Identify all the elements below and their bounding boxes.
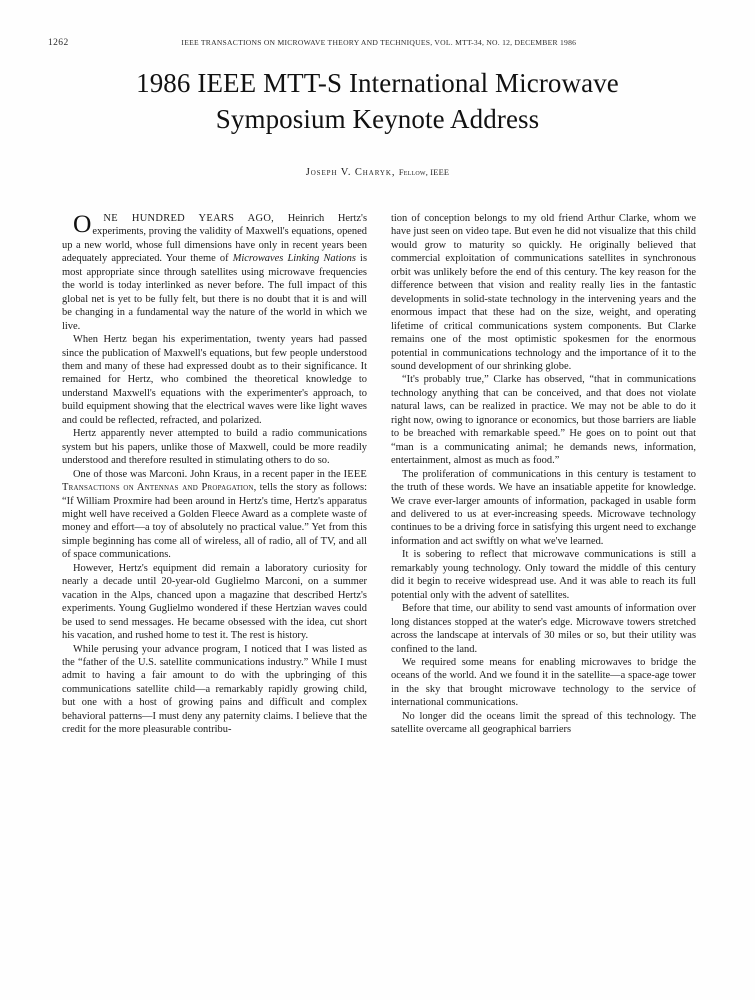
journal-name-smallcaps: IEEE Transactions on Antennas and Propagation [62,468,367,494]
author-grade: Fellow, IEEE [398,168,450,178]
page-number: 1262 [48,38,69,48]
journal-reference: IEEE TRANSACTIONS ON MICROWAVE THEORY AND TECHNIQUES, VOL. MTT-34, NO. 12, DECEMBER 1986 [181,38,577,47]
drop-cap: O [73,212,92,238]
column-left [62,212,367,954]
paragraph: tion of conception belongs to my old friend Arthur Clarke, whom we have just seen on video tape. But even he did not visualize that this child would grow to maturity so quickly. He originally believed that commercial exploitation of communications satellites in synchronous orbit was unlikely before the end of this century. The key reason for the difference between that vision and reality really lies in the fantastic developments in solid-state technology in the intervening years and the enormous impact that these had on the size, weight, and operating lifetime of critical communications system components. But Clarke remains one of the most optimistic spokesmen for the enormous potential in communications technology and the importance of it to the sound development of our shrinking globe. [391,213,696,372]
paragraph: We required some means for enabling microwaves to bridge the oceans of the world. And we found it in the satellite—a space-age tower in the sky that brought microwave technology to the service of international communications. [391,656,696,709]
running-head [48,38,707,52]
paragraph-text: One of those was Marconi. John Kraus, in a recent paper in the [73,468,344,480]
paragraph: It is sobering to reflect that microwave communications is still a remarkably young technology. Only toward the middle of this century did it begin to receive widespread use. And it was able to reach its full potential only with the advent of satellites. [391,549,696,601]
author-line [60,167,695,178]
paragraph [62,212,367,333]
author-name: Joseph V. Charyk, [305,167,396,179]
title-line-1: 1986 IEEE MTT-S International Microwave [136,68,619,98]
paragraph: Hertz apparently never attempted to build a radio communications system but his papers, unlike those of Maxwell, could be more readily understood and therefore resulted in stimulating others to do so. [62,428,367,467]
body-columns [62,212,696,954]
title-block [60,66,695,178]
paragraph: When Hertz began his experimentation, twenty years had passed since the publication of Maxwell's equations, but few people understood them and many of these had expressed doubt as to their significance. It remained for Hertz, who combined the theoretical knowledge to understand Maxwell's equations with the experimenter's approach, to build equipment showing that the electrical waves were like light waves and could be reflected, refracted, and polarized. [62,334,367,426]
paragraph-text: is most appropriate since through satellites using microwave frequencies the world is today interlinked as never before. The full impact of this global net is yet to be fully felt, but there is no doubt that it is and will be changing in a fundamental way the nature of the world in which we live. [62,253,367,332]
paragraph: The proliferation of communications in this century is testament to the truth of these words. We have an insatiable appetite for knowledge. We crave ever-larger amounts of information, packaged in usable form and delivered to us at ever-increasing speeds. Microwave technology continues to be a driving force in satisfying this urgent need to exchange information and act swiftly on what we've learned. [391,468,696,547]
paragraph: No longer did the oceans limit the spread of this technology. The satellite overcame all geographical barriers [391,710,696,736]
paragraph [62,468,367,562]
paragraph: “It's probably true,” Clarke has observed, “that in communications technology anything that can be conceived, and that does not violate natural laws, can be realized in practice. We may not be able to do it right now, owing to ignorance or economics, but those barriers are liable to be breached with remarkable speed.” He goes on to point out that “man is a communicating animal; he demands news, information, entertainment, almost as much as food.” [391,374,696,467]
paragraph: While perusing your advance program, I noticed that I was listed as the “father of the U.S. satellite communications industry.” While I must admit to having a fair amount to do with the upbringing of this communications satellite child—a remarkably rapidly growing child, but one with a host of growing pains and difficult and complex behavioral patterns—I must deny any paternity claims. I believe that the credit for the more pleasurable contribu- [62,643,367,736]
lead-caps: NE HUNDRED YEARS AGO, [103,213,275,224]
italic-phrase: Microwaves Linking Nations [232,253,356,265]
paragraph: However, Hertz's equipment did remain a laboratory curiosity for nearly a decade until 20-year-old Guglielmo Marconi, on a summer vacation in the Alps, chanced upon a magazine that described Hertz's experiments. Young Guglielmo wondered if these Hertzian waves could be used to send messages. He became obsessed with the idea, cut short his vacation, and rushed home to test it. The rest is history. [62,562,367,642]
paragraph-text: Heinrich Hertz's experiments, proving the validity of Maxwell's equations, opened up a new world, whose full dimensions have only in recent years been adequately appreciated. Your theme of [62,213,367,265]
paragraph: Before that time, our ability to send vast amounts of information over long distances stopped at the water's edge. Microwave towers stretched across the landscape at intervals of 30 miles or so, but their utility was confined to the land. [391,603,696,655]
column-right [391,212,696,954]
page-title [60,66,695,137]
title-line-2: Symposium Keynote Address [215,103,540,134]
paragraph-text: , tells the story as follows: “If William Proxmire had been around in Hertz's time, Hertz's apparatus might well have received a Golden Fleece Award as a complete waste of money and effort—a toy of absolutely no practical value.” Yet from this simple beginning has come all of wireless, all of radio, all of TV, and all of space communications. [62,482,367,561]
